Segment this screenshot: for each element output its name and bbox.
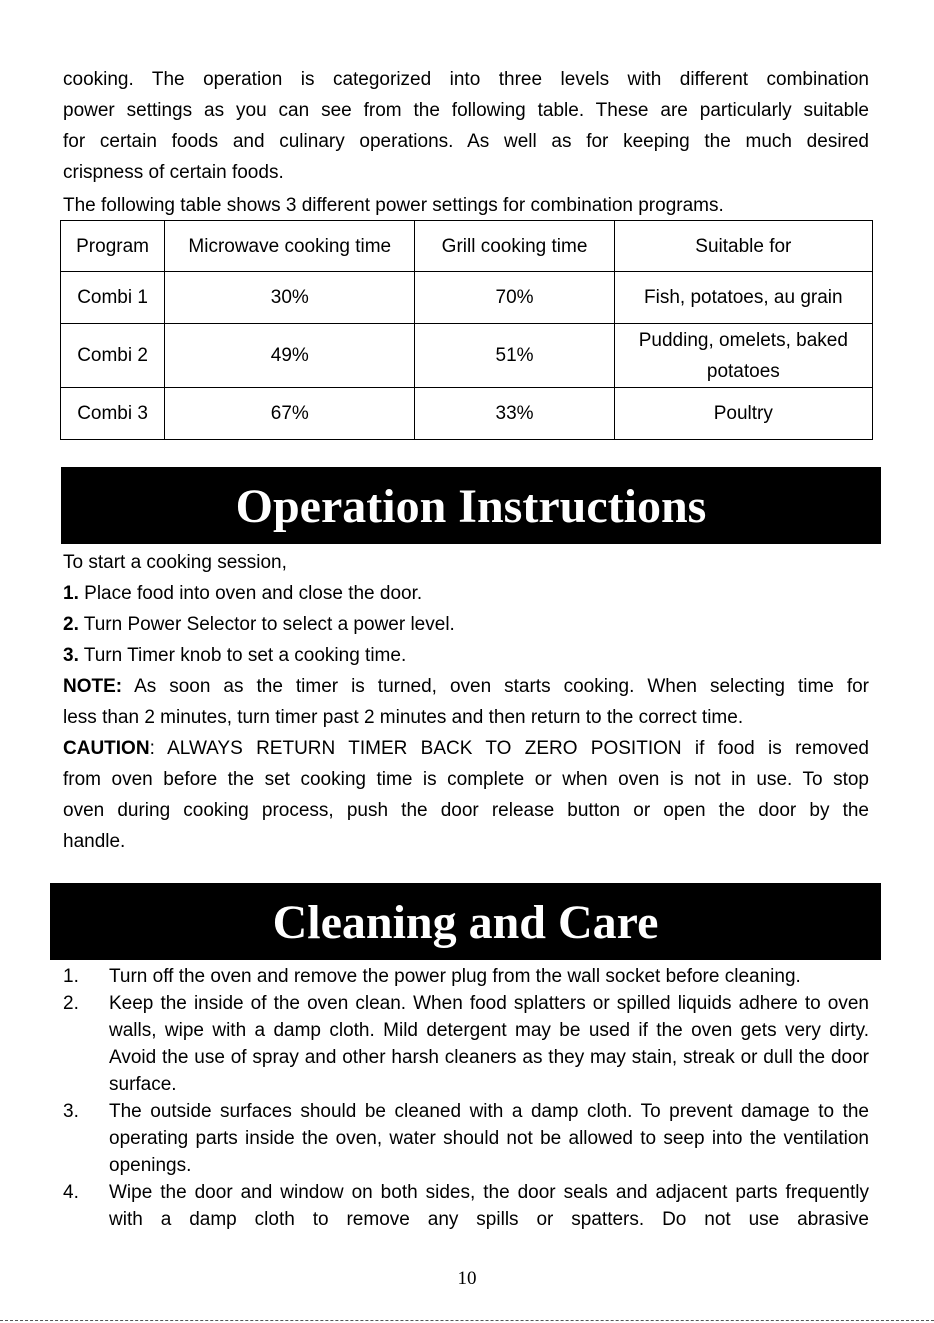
section-banner-cleaning-and-care: Cleaning and Care bbox=[50, 883, 881, 960]
header-microwave-time: Microwave cooking time bbox=[165, 221, 415, 272]
list-item bbox=[63, 963, 869, 990]
step-item bbox=[63, 640, 869, 671]
list-item-text: Turn off the oven and remove the power plug from the wall socket before cleaning. bbox=[109, 966, 801, 987]
list-item-text: Wipe the door and window on both sides, the door seals and adjacent parts frequently with a damp cloth to remove any spills or spatters. Do not use abrasive bbox=[109, 1182, 869, 1230]
caution-line: handle. bbox=[63, 831, 126, 852]
table-caption: The following table shows 3 different power settings for combination programs. bbox=[63, 195, 724, 216]
intro-paragraph bbox=[63, 64, 869, 188]
caution-line: oven during cooking process, push the door release button or open the door by the bbox=[63, 800, 869, 821]
list-item bbox=[63, 1098, 869, 1179]
step-number: 1. bbox=[63, 583, 79, 604]
caution-line bbox=[63, 733, 869, 764]
header-suitable-for: Suitable for bbox=[614, 221, 872, 272]
list-item bbox=[63, 990, 869, 1098]
cell-suitable-for: Poultry bbox=[614, 388, 872, 440]
table-row bbox=[61, 272, 873, 324]
cell-grill-time: 70% bbox=[415, 272, 614, 324]
page-number: 10 bbox=[457, 1268, 477, 1289]
intro-line: crispness of certain foods. bbox=[63, 162, 284, 183]
cell-microwave-time: 30% bbox=[165, 272, 415, 324]
caution-text: : ALWAYS RETURN TIMER BACK TO ZERO POSITION if food is removed bbox=[149, 738, 869, 759]
list-item-number: 1. bbox=[63, 966, 79, 987]
cell-program: Combi 2 bbox=[61, 324, 165, 388]
caution-label: CAUTION bbox=[63, 738, 150, 759]
section-banner-operation-instructions: Operation Instructions bbox=[61, 467, 881, 544]
table-header-row bbox=[61, 221, 873, 272]
step-text: Turn Timer knob to set a cooking time. bbox=[83, 645, 407, 666]
intro-line: power settings as you can see from the following table. These are particularly suitable bbox=[63, 100, 869, 121]
cleaning-list bbox=[63, 963, 869, 1233]
operation-instructions-body bbox=[63, 547, 869, 857]
list-item-number: 2. bbox=[63, 993, 79, 1014]
cell-program: Combi 3 bbox=[61, 388, 165, 440]
note-line: less than 2 minutes, turn timer past 2 minutes and then return to the correct time. bbox=[63, 707, 744, 728]
cell-grill-time: 51% bbox=[415, 324, 614, 388]
list-item-text: The outside surfaces should be cleaned with a damp cloth. To prevent damage to the operating parts inside the oven, water should not be allowed to seep into the ventilation openings. bbox=[109, 1101, 869, 1176]
cell-microwave-time: 67% bbox=[165, 388, 415, 440]
cell-suitable-for: Pudding, omelets, baked potatoes bbox=[614, 324, 872, 388]
header-program: Program bbox=[61, 221, 165, 272]
cell-program: Combi 1 bbox=[61, 272, 165, 324]
list-item-number: 4. bbox=[63, 1182, 79, 1203]
combination-programs-table bbox=[60, 220, 873, 440]
table-row bbox=[61, 324, 873, 388]
step-item bbox=[63, 609, 869, 640]
note-text: As soon as the timer is turned, oven starts cooking. When selecting time for bbox=[134, 676, 870, 697]
intro-line: cooking. The operation is categorized into three levels with different combination bbox=[63, 69, 869, 90]
header-grill-time: Grill cooking time bbox=[415, 221, 614, 272]
intro-line: for certain foods and culinary operations. As well as for keeping the much desired bbox=[63, 131, 869, 152]
cell-microwave-time: 49% bbox=[165, 324, 415, 388]
note-label: NOTE: bbox=[63, 676, 123, 697]
page-bottom-divider bbox=[0, 1320, 934, 1321]
step-item bbox=[63, 578, 869, 609]
list-item-text: Keep the inside of the oven clean. When food splatters or spilled liquids adhere to oven walls, wipe with a damp cloth. Mild detergent may be used if the oven gets very dirty. Avoid the use of spray and other harsh cleaners as they may stain, streak or dull the door surface. bbox=[109, 993, 869, 1095]
step-text: Place food into oven and close the door. bbox=[84, 583, 423, 604]
cell-grill-time: 33% bbox=[415, 388, 614, 440]
step-number: 3. bbox=[63, 645, 79, 666]
note-line bbox=[63, 671, 869, 702]
list-item-number: 3. bbox=[63, 1101, 79, 1122]
caution-line: from oven before the set cooking time is complete or when oven is not in use. To stop bbox=[63, 769, 869, 790]
list-item bbox=[63, 1179, 869, 1233]
step-text: Turn Power Selector to select a power level. bbox=[83, 614, 455, 635]
step-number: 2. bbox=[63, 614, 79, 635]
cell-suitable-for: Fish, potatoes, au grain bbox=[614, 272, 872, 324]
table-row bbox=[61, 388, 873, 440]
lead-text: To start a cooking session, bbox=[63, 552, 287, 573]
